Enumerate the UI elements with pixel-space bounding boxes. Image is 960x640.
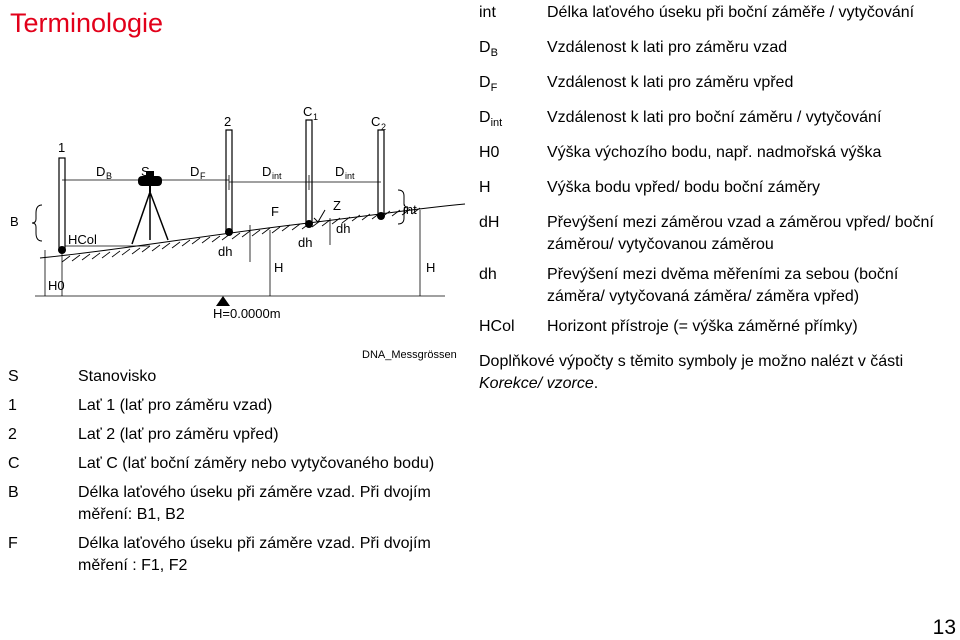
legend-left — [8, 366, 463, 584]
label-dh-1: dh — [218, 244, 233, 259]
label-hcol: HCol — [68, 232, 97, 247]
label-staff-1: 1 — [58, 140, 66, 155]
staff-2-point — [225, 228, 233, 236]
label-h-1: H — [274, 260, 284, 275]
definition-key: dH — [479, 214, 500, 231]
staff-1 — [59, 158, 65, 250]
legend-text: Lať C (lať boční záměry nebo vytyčovaného bodu) — [78, 455, 435, 472]
legend-row — [8, 533, 463, 577]
label-dh-3: dh — [336, 221, 351, 236]
legend-key: 2 — [8, 426, 17, 443]
label-h-2: H — [426, 260, 436, 275]
reference-triangle-icon — [216, 296, 230, 306]
definition-text: Převýšení mezi záměrou vzad a záměrou vpřed/ boční záměrou/ vytyčovanou záměrou — [547, 214, 934, 253]
definition-text: Převýšení mezi dvěma měřeními za sebou (boční záměra/ vytyčovaná záměra/ záměra vpřed) — [547, 266, 899, 305]
definition-row — [479, 316, 949, 343]
definition-text: Vzdálenost k lati pro boční záměru / vytyčování — [547, 109, 882, 126]
legend-row — [8, 395, 463, 417]
definition-key: $D_{int}$ — [479, 109, 503, 129]
staff-c2-point — [377, 212, 385, 220]
label-int: int — [403, 202, 417, 217]
label-c1: C — [303, 104, 313, 119]
definition-row — [479, 72, 949, 99]
legend-row — [8, 366, 463, 388]
leveling-diagram — [0, 0, 470, 345]
legend-key: F — [8, 535, 18, 552]
legend-text: Délka laťového úseku při záměre vzad. Při dvojím měření: B1, B2 — [78, 484, 431, 523]
label-df: D — [190, 164, 200, 179]
definition-key: $D_B$ — [479, 39, 498, 59]
note-reference: Korekce/ vzorce — [479, 375, 594, 392]
definition-row — [479, 37, 949, 64]
diagram-caption: DNA_Messgrössen — [362, 349, 457, 361]
legend-row — [8, 482, 463, 526]
definition-key: H — [479, 179, 491, 196]
legend-row — [8, 453, 463, 475]
legend-key: B — [8, 484, 19, 501]
staff-c2 — [378, 130, 384, 216]
label-z: Z — [333, 198, 341, 213]
label-dh-2: dh — [298, 235, 313, 250]
label-dint-1: D — [262, 164, 272, 179]
label-h-ref: H=0.0000m — [213, 306, 281, 321]
definition-text: Vzdálenost k lati pro záměru vzad — [547, 39, 788, 56]
label-c1-sub: 1 — [313, 112, 319, 122]
label-db-sub: B — [106, 171, 113, 181]
staff-c1 — [306, 120, 312, 223]
label-dint-1-sub: int — [272, 171, 282, 181]
label-b: B — [10, 214, 19, 229]
label-c2: C — [371, 114, 381, 129]
label-staff-2: 2 — [224, 114, 232, 129]
definition-key: int — [479, 4, 496, 21]
legend-text: Lať 1 (lať pro záměru vzad) — [78, 397, 273, 414]
label-h0: H0 — [48, 278, 65, 293]
page-number: 13 — [932, 616, 956, 639]
page-title: Terminologie — [10, 8, 164, 38]
label-dint-2-sub: int — [345, 171, 355, 181]
legend-text: Lať 2 (lať pro záměru vpřed) — [78, 426, 279, 443]
definition-text: Horizont přístroje (= výška záměrné přímky) — [547, 318, 858, 335]
note-end: . — [593, 375, 599, 392]
label-f: F — [271, 204, 279, 219]
definition-text: Délka laťového úseku při boční záměře / vytyčování — [547, 4, 915, 21]
definition-row — [479, 2, 949, 29]
definition-row — [479, 107, 949, 134]
b-brace — [32, 205, 42, 241]
legend-text: Stanovisko — [78, 368, 157, 385]
note-text: Doplňkové výpočty s těmito symboly je možno nalézt v části — [479, 353, 904, 370]
level-instrument-icon — [132, 171, 168, 244]
definition-row — [479, 264, 949, 308]
label-df-sub: F — [200, 171, 206, 181]
label-dint-2: D — [335, 164, 345, 179]
legend-key: S — [8, 368, 19, 385]
ground-line — [40, 204, 465, 258]
definition-text: Výška výchozího bodu, např. nadmořská výška — [547, 144, 882, 161]
definition-key: HCol — [479, 318, 515, 335]
legend-text: Délka laťového úseku při záměre vzad. Při dvojím měření : F1, F2 — [78, 535, 431, 574]
legend-right — [479, 2, 949, 395]
label-db: D — [96, 164, 106, 179]
definition-text: Výška bodu vpřed/ bodu boční záměry — [547, 179, 821, 196]
definition-row — [479, 177, 949, 204]
definition-row — [479, 142, 949, 169]
label-c2-sub: 2 — [381, 122, 387, 132]
note-paragraph — [479, 351, 949, 395]
z-arrow — [314, 210, 325, 222]
legend-row — [8, 424, 463, 446]
definition-row — [479, 212, 949, 256]
definition-key: $D_F$ — [479, 74, 498, 94]
legend-key: 1 — [8, 397, 17, 414]
definition-text: Vzdálenost k lati pro záměru vpřed — [547, 74, 794, 91]
definition-key: H0 — [479, 144, 500, 161]
label-s: S — [141, 164, 150, 179]
staff-c1-point — [305, 220, 313, 228]
definition-key: dh — [479, 266, 497, 283]
legend-key: C — [8, 455, 20, 472]
